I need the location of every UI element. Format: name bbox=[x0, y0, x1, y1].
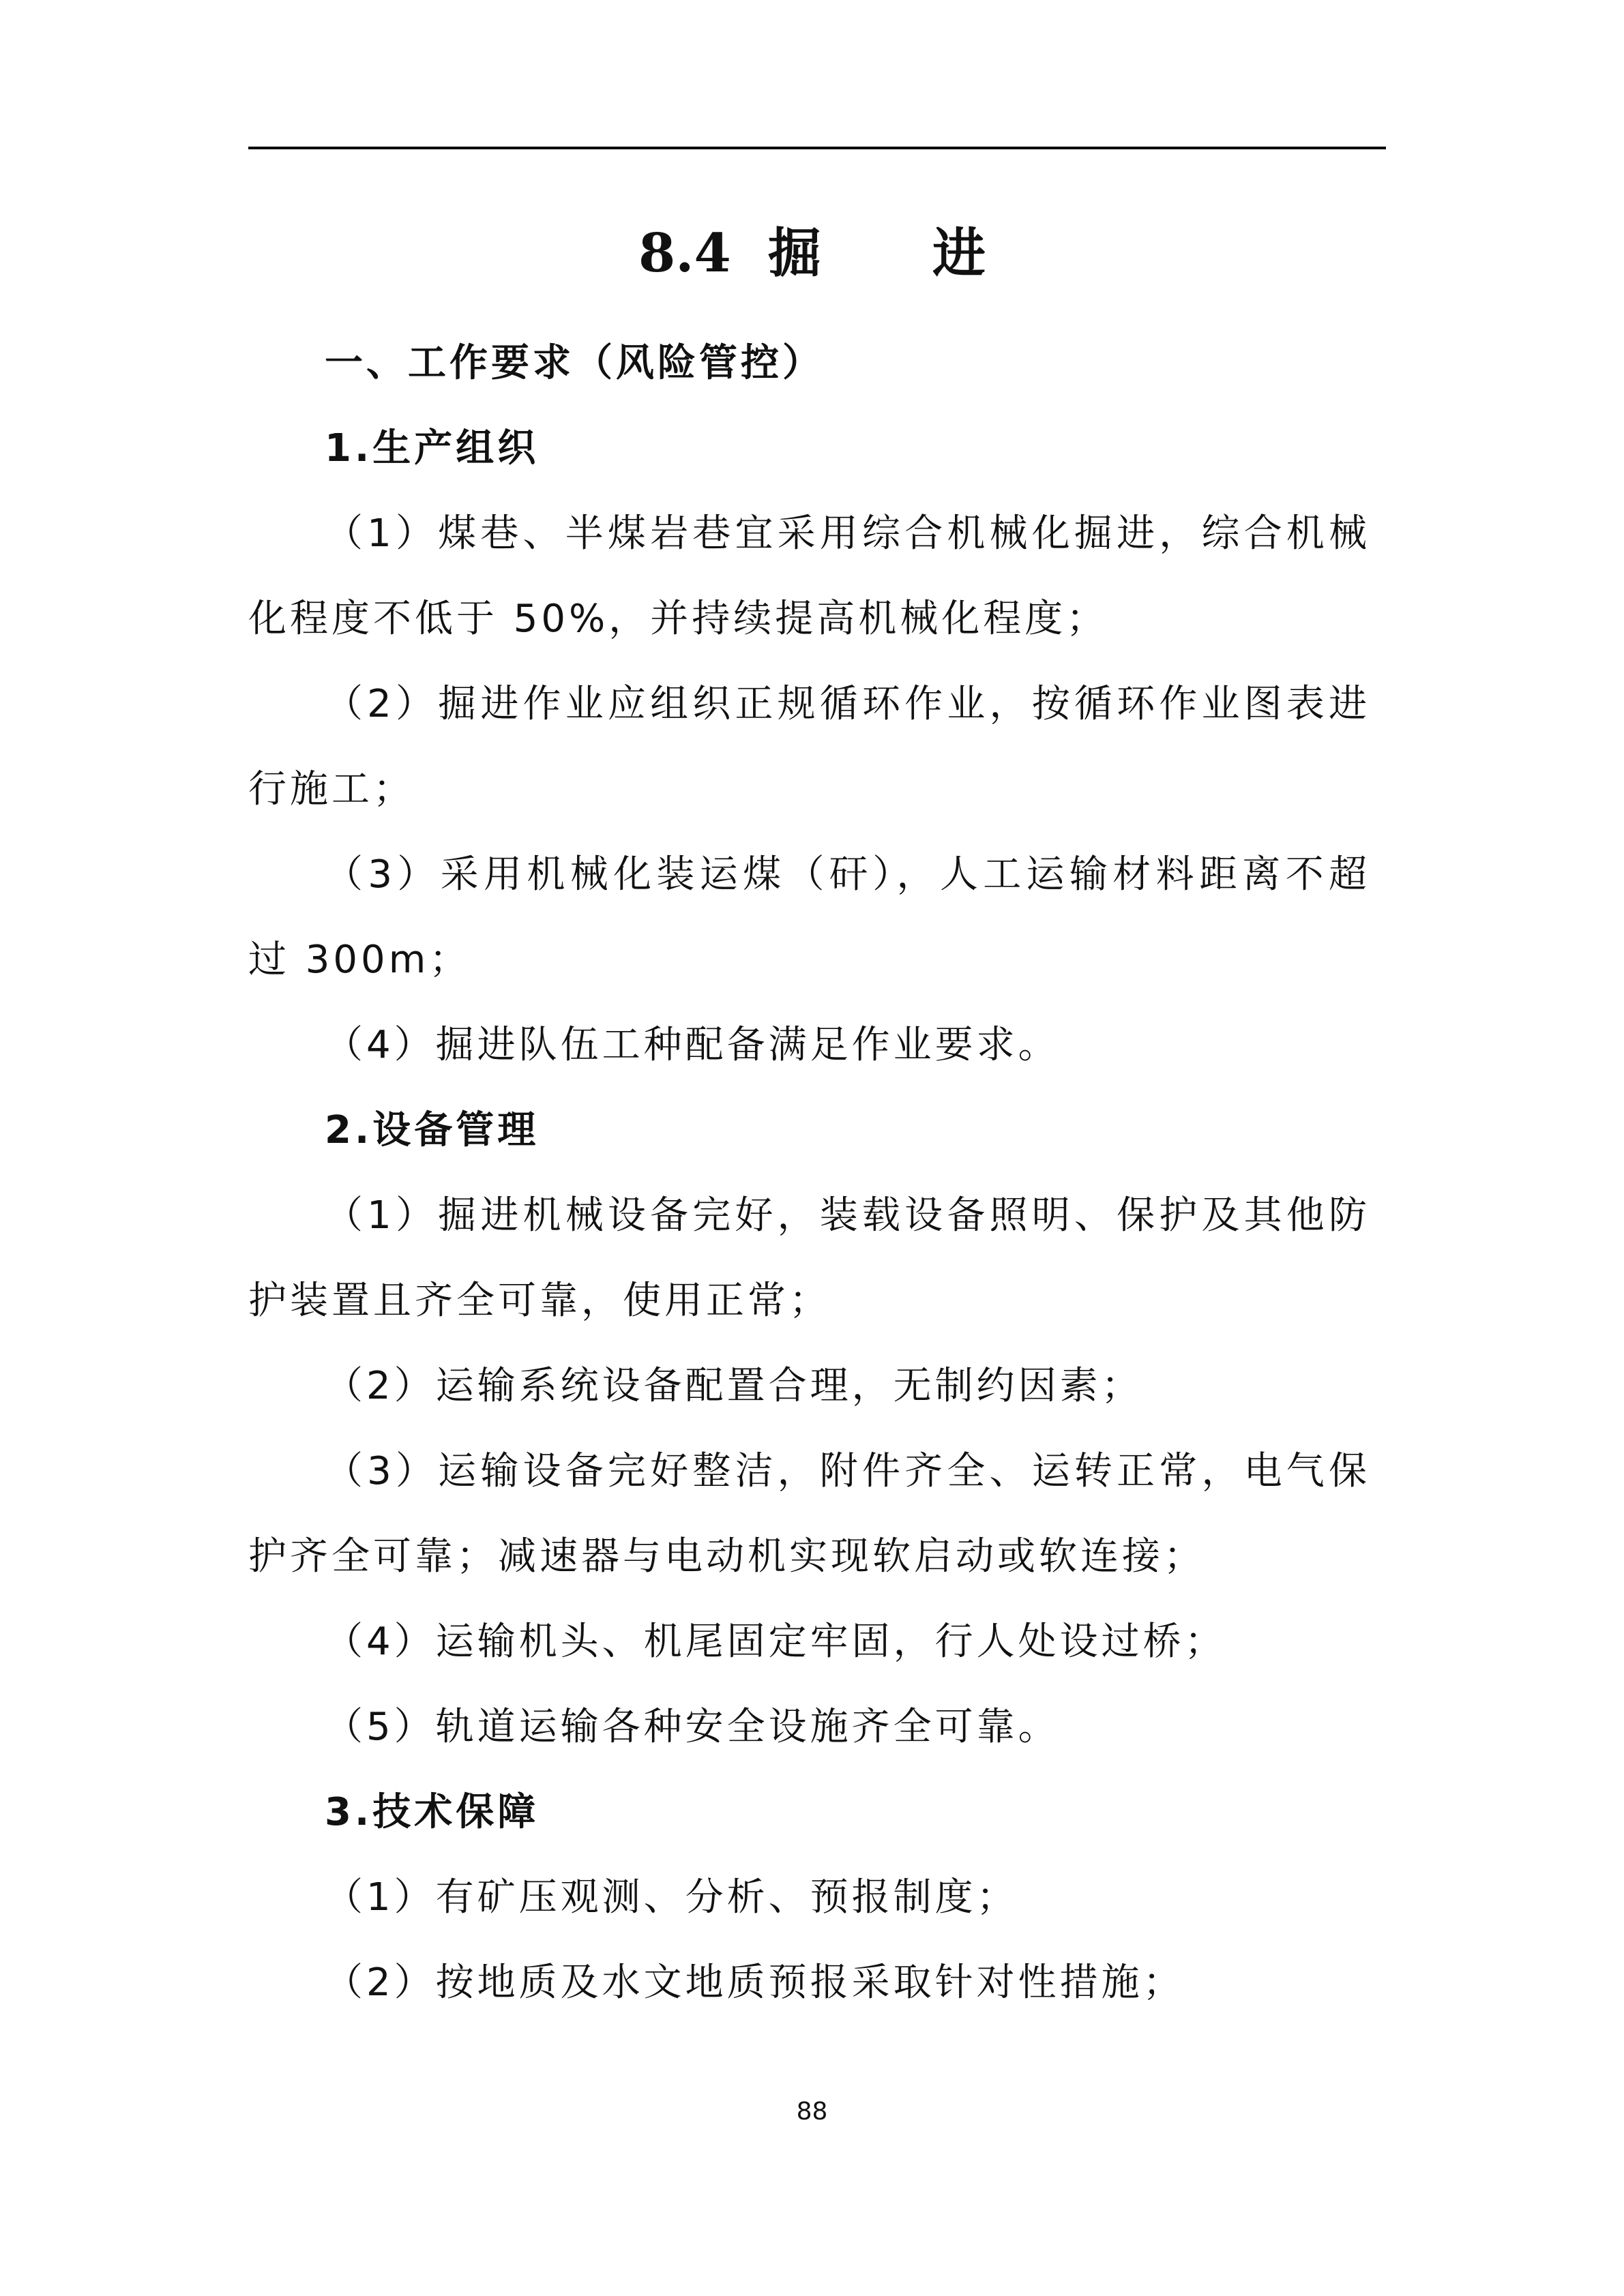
section-heading: 一、工作要求（风险管控） bbox=[325, 341, 824, 385]
equipment-item-2: （2）运输系统设备配置合理，无制约因素； bbox=[325, 1364, 1143, 1408]
equipment-item-4: （4）运输机头、机尾固定牢固，行人处设过桥； bbox=[325, 1620, 1226, 1664]
document-body bbox=[248, 320, 1370, 2025]
equipment-item-3: （3）运输设备完好整洁，附件齐全、运转正常，电气保护齐全可靠；减速器与电动机实现软启动或软连接； bbox=[248, 1449, 1370, 1579]
page-number: 88 bbox=[796, 2098, 828, 2126]
production-item-3: （3）采用机械化装运煤（矸），人工运输材料距离不超过 300m； bbox=[248, 852, 1370, 982]
production-item-1: （1）煤巷、半煤岩巷宜采用综合机械化掘进，综合机械化程度不低于 50%，并持续提高机械化程度； bbox=[248, 511, 1370, 641]
technical-item-2: （2）按地质及水文地质预报采取针对性措施； bbox=[325, 1960, 1185, 2005]
equipment-item-5: （5）轨道运输各种安全设施齐全可靠。 bbox=[325, 1705, 1060, 1749]
header-rule bbox=[248, 147, 1386, 149]
subheading-technical: 3.技术保障 bbox=[325, 1790, 540, 1834]
production-item-2: （2）掘进作业应组织正规循环作业，按循环作业图表进行施工； bbox=[248, 682, 1370, 811]
production-item-4: （4）掘进队伍工种配备满足作业要求。 bbox=[325, 1023, 1060, 1067]
page-title: 8.4 掘 进 bbox=[638, 222, 986, 284]
equipment-item-1: （1）掘进机械设备完好，装载设备照明、保护及其他防护装置且齐全可靠，使用正常； bbox=[248, 1193, 1370, 1323]
technical-item-1: （1）有矿压观测、分析、预报制度； bbox=[325, 1875, 1018, 1920]
subheading-production: 1.生产组织 bbox=[325, 426, 540, 471]
subheading-equipment: 2.设备管理 bbox=[325, 1108, 540, 1152]
